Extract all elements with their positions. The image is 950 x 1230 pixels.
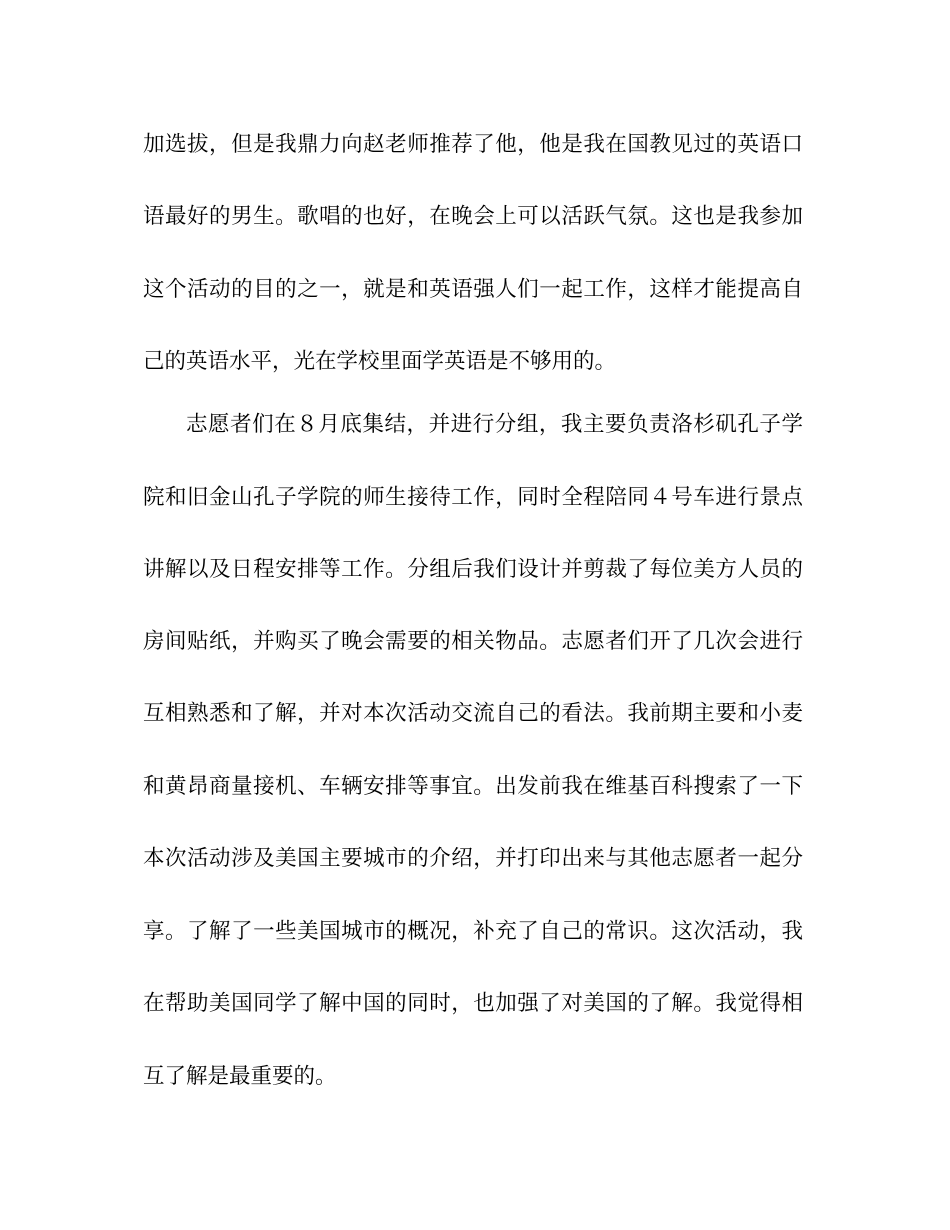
paragraph-2-line-5: 互相熟悉和了解，并对本次活动交流自己的看法。我前期主要和小麦 — [143, 701, 803, 726]
paragraph-2-line-9: 在帮助美国同学了解中国的同时，也加强了对美国的了解。我觉得相 — [143, 991, 803, 1016]
paragraph-2-line-7: 本次活动涉及美国主要城市的介绍，并打印出来与其他志愿者一起分 — [143, 846, 803, 871]
paragraph-2-line-3: 讲解以及日程安排等工作。分组后我们设计并剪裁了每位美方人员的 — [143, 557, 803, 582]
paragraph-1-line-2: 语最好的男生。歌唱的也好，在晚会上可以活跃气氛。这也是我参加 — [143, 204, 803, 229]
paragraph-1-line-4: 己的英语水平，光在学校里面学英语是不够用的。 — [143, 349, 617, 374]
paragraph-2-line-8: 享。了解了一些美国城市的概况，补充了自己的常识。这次活动，我 — [143, 919, 803, 944]
paragraph-2-line-10: 互了解是最重要的。 — [143, 1064, 337, 1089]
paragraph-1-line-1: 加选拔，但是我鼎力向赵老师推荐了他，他是我在国教见过的英语口 — [143, 132, 803, 157]
paragraph-2-line-4: 房间贴纸，并购买了晚会需要的相关物品。志愿者们开了几次会进行 — [143, 629, 803, 654]
paragraph-2-line-1: 志愿者们在８月底集结，并进行分组，我主要负责洛杉矶孔子学 — [186, 412, 803, 437]
paragraph-2-line-2: 院和旧金山孔子学院的师生接待工作，同时全程陪同４号车进行景点 — [143, 485, 803, 510]
paragraph-1-line-3: 这个活动的目的之一，就是和英语强人们一起工作，这样才能提高自 — [143, 277, 803, 302]
paragraph-2-line-6: 和黄昂商量接机、车辆安排等事宜。出发前我在维基百科搜索了一下 — [143, 774, 803, 799]
